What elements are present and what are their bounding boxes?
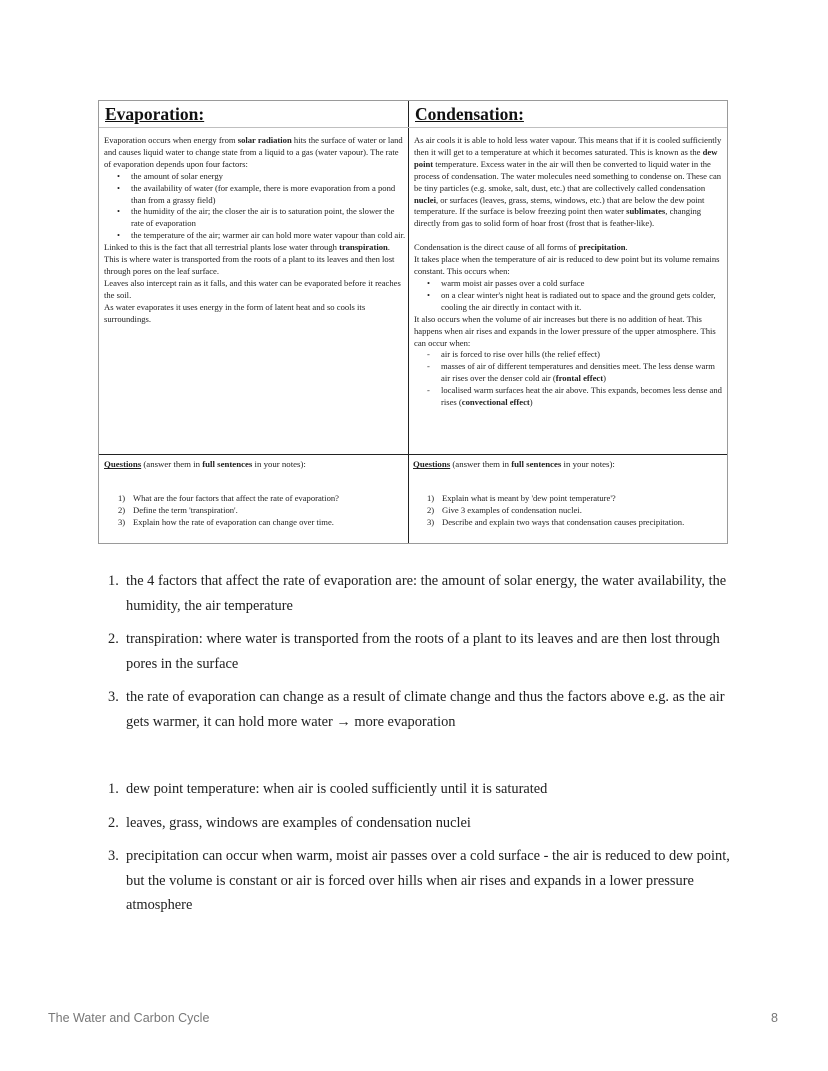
list-item: 1) What are the four factors that affect the rate of evaporation? xyxy=(118,493,339,503)
list-item: 1) Explain what is meant by 'dew point temperature'? xyxy=(427,493,616,503)
dew-point-paragraph: It takes place when the temperature of air is reduced to dew point but its volume remains constant. This occurs when: xyxy=(414,254,720,277)
interception-paragraph: Leaves also intercept rain as it falls, and this water can be evaporated before it reaches the soil. xyxy=(104,277,401,300)
list-item: 1. the 4 factors that affect the rate of evaporation are: the amount of solar energy, the water availability, the humidity, the air temperature xyxy=(108,573,727,614)
condensation-questions xyxy=(427,493,719,529)
list-item: • the amount of solar energy xyxy=(117,170,223,181)
condensation-column xyxy=(408,101,730,543)
evaporation-questions xyxy=(118,493,403,529)
list-item: 3. precipitation can occur when warm, moist air passes over a cold surface - the air is reduced to dew point, but the volume is constant or air is forced over hills when air rises and expands in a lower pressure atmosphere xyxy=(108,848,730,913)
list-item: 2) Give 3 examples of condensation nuclei. xyxy=(427,504,582,515)
condensation-heading: Condensation: xyxy=(415,104,524,124)
list-item: • the temperature of the air; warmer air can hold more water vapour than cold air. xyxy=(117,230,406,241)
info-table xyxy=(98,100,728,544)
list-item: 2) Define the term 'transpiration'. xyxy=(118,504,238,515)
list-item: 3. the rate of evaporation can change as a result of climate change and thus the factors above e.g. as the air gets warmer, it can hold more water → more evaporation xyxy=(108,689,725,730)
questions-heading-left: Questions (answer them in full sentences in your notes): xyxy=(104,459,306,469)
list-item: - air is forced to rise over hills (the relief effect) xyxy=(427,349,600,360)
list-item: 2. leaves, grass, windows are examples of condensation nuclei xyxy=(108,814,471,831)
questions-divider xyxy=(99,454,727,455)
evaporation-answers xyxy=(108,569,738,743)
evaporation-text xyxy=(104,135,406,326)
questions-heading-right: Questions (answer them in full sentences in your notes): xyxy=(413,459,615,469)
list-item: - localised warm surfaces heat the air above. This expands, becomes less dense and rises (convectional effect) xyxy=(427,385,722,408)
volume-paragraph: It also occurs when the volume of air increases but there is no addition of heat. This happens when air rises and expands in the lower pressure of the upper atmosphere. This can occur when: xyxy=(414,313,716,348)
precipitation-paragraph: Condensation is the direct cause of all forms of precipitation. xyxy=(414,242,628,253)
list-item: • the humidity of the air; the closer the air is to saturation point, the slower the rate of evaporation xyxy=(117,206,395,229)
list-item: 3) Explain how the rate of evaporation can change over time. xyxy=(118,516,334,527)
list-item: • on a clear winter's night heat is radiated out to space and the ground gets colder, cooling the air directly in contact with it. xyxy=(427,289,716,312)
header-divider xyxy=(99,127,727,128)
list-item: • the availability of water (for example, there is more evaporation from a pond than from a grassy field) xyxy=(117,182,396,205)
cooling-list xyxy=(414,278,726,314)
latent-heat-paragraph: As water evaporates it uses energy in the form of latent heat and so cools its surroundings. xyxy=(104,301,366,324)
evaporation-factors-list xyxy=(104,171,406,242)
list-item: • warm moist air passes over a cold surface xyxy=(427,277,585,288)
condensation-text xyxy=(414,135,726,409)
list-item: 1. dew point temperature: when air is cooled sufficiently until it is saturated xyxy=(108,781,548,797)
list-item: - masses of air of different temperatures and densities meet. The less dense warm air rises over the denser cold air (frontal effect) xyxy=(427,361,715,384)
list-item: 2. transpiration: where water is transported from the roots of a plant to its leaves and are then lost through pores in the surface xyxy=(108,631,720,672)
condensation-intro: As air cools it is able to hold less water vapour. This means that if it is cooled sufficiently then it will get to a temperature at which it becomes saturated. This is known as the dew point temperature. Excess water in the air will then be converted to liquid water in the process of condensation. The water molecules need something to condense on. These can be tiny particles (e.g. smoke, salt, dust, etc.) that are collectively called condensation nuclei, or surfaces (leaves, grass, stems, windows, etc.) that are below the dew point temperature. If the surface is below freezing point then water sublimates, changing directly from gas to solid form of hoar frost (frost that is feather-like). xyxy=(414,135,722,229)
rising-air-list xyxy=(414,349,726,409)
list-item: 3) Describe and explain two ways that condensation causes precipitation. xyxy=(427,516,685,527)
transpiration-paragraph: Linked to this is the fact that all terrestrial plants lose water through transpiration. This is where water is transported from the roots of a plant to its leaves and then lost through pores on the leaf surface. xyxy=(104,242,395,276)
evaporation-column xyxy=(99,101,408,324)
evaporation-intro: Evaporation occurs when energy from solar radiation hits the surface of water or land and causes liquid water to change state from a liquid to a gas (water vapour). The rate of evaporation depends upon four factors: xyxy=(104,135,403,169)
footer-title: The Water and Carbon Cycle xyxy=(48,1011,210,1025)
page-number: 8 xyxy=(771,1011,778,1025)
condensation-answers xyxy=(108,777,738,927)
evaporation-heading: Evaporation: xyxy=(105,104,205,124)
